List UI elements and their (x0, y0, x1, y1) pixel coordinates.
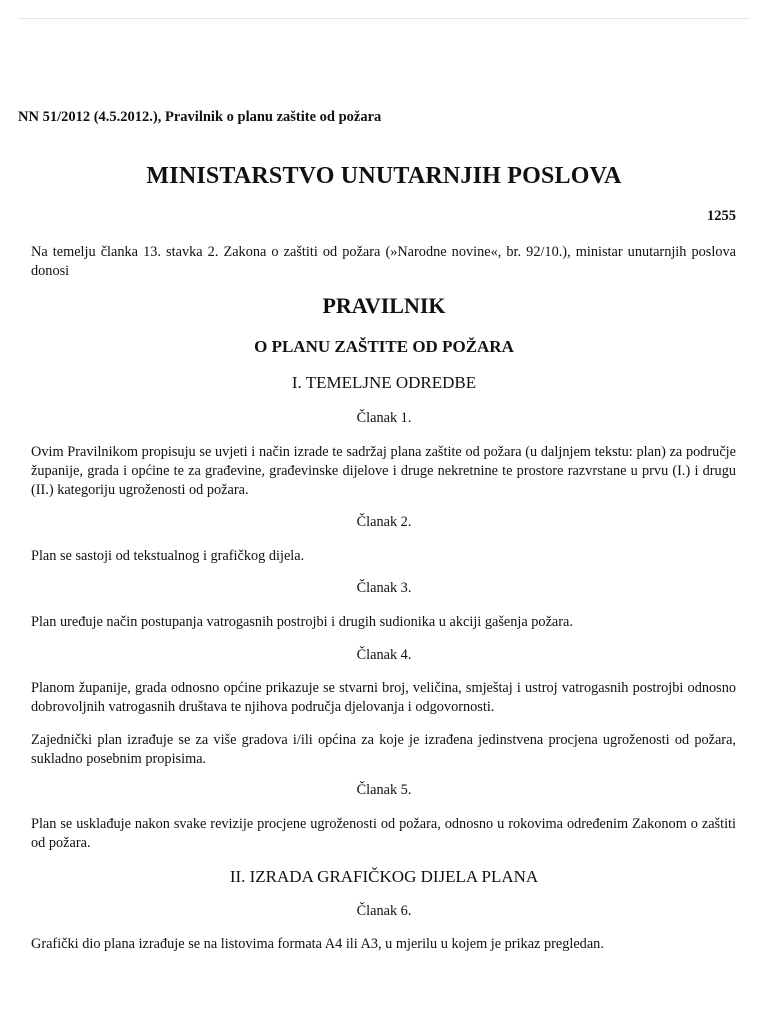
article-label-4: Članak 4. (356, 647, 412, 663)
article-2-paragraph-1: Plan se sastoji od tekstualnog i grafičkog dijela. (31, 548, 305, 564)
article-4-paragraph-1: Planom županije, grada odnosno općine prikazuje se stvarni broj, veličina, smještaj i ustroj vatrogasnih postrojbi odnosno dobrovoljnih vatrogasnih društava te njihova područja djelovanja i odgovornosti. (31, 680, 736, 715)
ministry-title: MINISTARSTVO UNUTARNJIH POSLOVA (146, 163, 622, 189)
document-number: 1255 (707, 208, 736, 224)
article-4-paragraph-2: Zajednički plan izrađuje se za više gradova i/ili općina za koje je izrađena jedinstvena procjena ugroženosti od požara, sukladno posebnim propisima. (31, 732, 736, 767)
section-heading-1: I. TEMELJNE ODREDBE (291, 373, 477, 392)
regulation-subtitle: O PLANU ZAŠTITE OD POŽARA (254, 337, 514, 356)
top-divider (18, 18, 750, 19)
article-label-1: Članak 1. (356, 410, 412, 426)
article-label-5: Članak 5. (356, 782, 412, 798)
article-label-6: Članak 6. (356, 903, 412, 919)
regulation-title: PRAVILNIK (322, 293, 446, 318)
article-6-paragraph-1: Grafički dio plana izrađuje se na listovima formata A4 ili A3, u mjerilu u kojem je prikaz pregledan. (31, 936, 604, 952)
gazette-reference: NN 51/2012 (4.5.2012.), Pravilnik o planu zaštite od požara (18, 109, 382, 125)
preamble: Na temelju članka 13. stavka 2. Zakona o zaštiti od požara (»Narodne novine«, br. 92/10.), ministar unutarnjih poslova donosi (31, 244, 736, 279)
article-label-2: Članak 2. (356, 514, 412, 530)
article-3-paragraph-1: Plan uređuje način postupanja vatrogasnih postrojbi i drugih sudionika u akciji gašenja požara. (31, 614, 573, 630)
article-5-paragraph-1: Plan se usklađuje nakon svake revizije procjene ugroženosti od požara, odnosno u rokovima određenim Zakonom o zaštiti od požara. (31, 816, 736, 851)
article-1-paragraph-1: Ovim Pravilnikom propisuju se uvjeti i način izrade te sadržaj plana zaštite od požara (u daljnjem tekstu: plan) za područje županije, grada i općine te za građevine, građevinske dijelove i druge nekretnine te prostore razvrstane u prvu (I.) i drugu (II.) kategoriju ugroženosti od požara. (31, 444, 736, 498)
section-heading-2: II. IZRADA GRAFIČKOG DIJELA PLANA (229, 867, 539, 886)
article-label-3: Članak 3. (356, 580, 412, 596)
